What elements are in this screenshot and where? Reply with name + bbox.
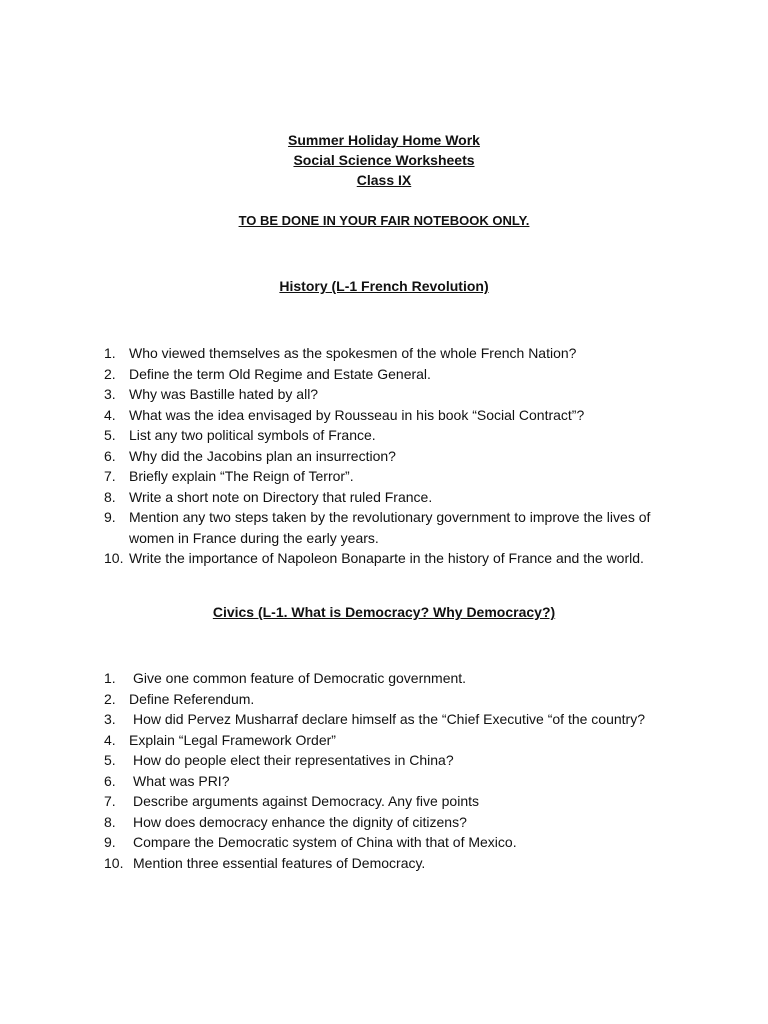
- list-item: [104, 730, 744, 751]
- question-number: 3.: [104, 711, 116, 727]
- list-item: [104, 487, 744, 508]
- list-item: [104, 689, 744, 710]
- history-question-list: [104, 343, 744, 569]
- question-number: 7.: [104, 793, 116, 809]
- question-number: 10.: [104, 854, 124, 871]
- question-text: Mention any two steps taken by the revolutionary government to improve the lives of women in France during the early years.: [129, 509, 651, 546]
- question-text: List any two political symbols of France.: [129, 427, 376, 443]
- list-item: [104, 364, 744, 385]
- question-text: Compare the Democratic system of China with that of Mexico.: [133, 834, 517, 850]
- question-number: 4.: [104, 406, 116, 423]
- list-item: [104, 771, 744, 792]
- question-text: Briefly explain “The Reign of Terror”.: [129, 468, 354, 484]
- list-item: [104, 466, 744, 487]
- question-text: Mention three essential features of Democracy.: [133, 854, 426, 871]
- question-text: Define the term Old Regime and Estate General.: [129, 365, 431, 382]
- question-number: 5.: [104, 427, 116, 443]
- question-text: Describe arguments against Democracy. Any five points: [133, 793, 480, 809]
- list-item: [104, 384, 744, 405]
- question-number: 5.: [104, 752, 116, 768]
- list-item: [104, 548, 744, 569]
- list-item: [104, 750, 744, 771]
- list-item: [104, 853, 744, 874]
- question-text: What was PRI?: [133, 772, 230, 789]
- list-item: [104, 507, 689, 548]
- history-heading: History (L-1 French Revolution): [279, 278, 489, 294]
- question-number: 1.: [104, 670, 116, 686]
- question-text: How did Pervez Musharraf declare himself as the “Chief Executive “of the country?: [133, 711, 646, 727]
- list-item: [104, 791, 744, 812]
- question-number: 8.: [104, 813, 116, 830]
- worksheet-title: Summer Holiday Home Work: [288, 132, 480, 148]
- question-number: 2.: [104, 365, 116, 382]
- list-item: [104, 812, 744, 833]
- worksheet-subtitle: Social Science Worksheets: [293, 152, 475, 168]
- question-number: 6.: [104, 447, 116, 464]
- question-number: 6.: [104, 772, 116, 789]
- question-number: 7.: [104, 468, 116, 484]
- question-text: Give one common feature of Democratic government.: [133, 670, 467, 686]
- question-text: Write the importance of Napoleon Bonaparte in the history of France and the world.: [129, 550, 644, 566]
- question-text: Write a short note on Directory that ruled France.: [129, 488, 433, 505]
- civics-question-list: [104, 668, 744, 873]
- question-number: 8.: [104, 488, 116, 505]
- question-text: How do people elect their representatives in China?: [133, 752, 454, 768]
- question-number: 2.: [104, 690, 116, 707]
- question-number: 9.: [104, 509, 116, 525]
- question-text: How does democracy enhance the dignity of citizens?: [133, 813, 467, 830]
- question-number: 10.: [104, 550, 124, 566]
- question-text: Define Referendum.: [129, 690, 255, 707]
- question-text: Why did the Jacobins plan an insurrection?: [129, 447, 396, 464]
- class-label: Class IX: [356, 172, 412, 188]
- civics-heading: Civics (L-1. What is Democracy? Why Democracy?): [212, 604, 556, 620]
- question-text: Explain “Legal Framework Order”: [129, 731, 336, 748]
- list-item: [104, 668, 744, 689]
- question-text: What was the idea envisaged by Rousseau in his book “Social Contract”?: [129, 406, 585, 423]
- question-number: 9.: [104, 834, 116, 850]
- list-item: [104, 446, 744, 467]
- question-number: 3.: [104, 386, 116, 402]
- instruction-text: TO BE DONE IN YOUR FAIR NOTEBOOK ONLY.: [238, 213, 530, 228]
- list-item: [104, 405, 744, 426]
- list-item: [104, 709, 744, 730]
- question-number: 1.: [104, 345, 116, 361]
- list-item: [104, 343, 744, 364]
- question-text: Who viewed themselves as the spokesmen of the whole French Nation?: [129, 345, 577, 361]
- list-item: [104, 832, 744, 853]
- list-item: [104, 425, 744, 446]
- question-text: Why was Bastille hated by all?: [129, 386, 319, 402]
- question-number: 4.: [104, 731, 116, 748]
